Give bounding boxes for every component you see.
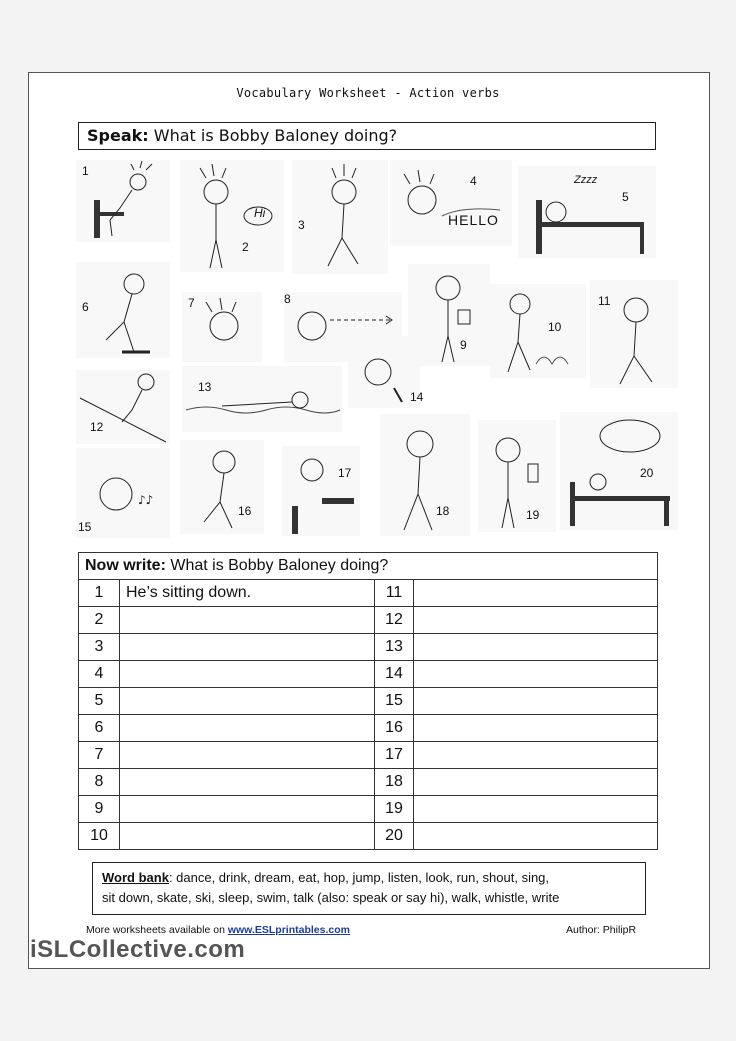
word-bank-label: Word bank bbox=[102, 870, 169, 885]
word-bank-line2: sit down, skate, ski, sleep, swim, talk (also: speak or say hi), walk, whistle, write bbox=[102, 890, 560, 905]
row-number: 16 bbox=[375, 715, 414, 742]
row-number: 11 bbox=[375, 580, 414, 607]
row-number: 19 bbox=[375, 796, 414, 823]
picture-number: 16 bbox=[238, 504, 252, 518]
table-row bbox=[79, 688, 658, 715]
row-number: 17 bbox=[375, 742, 414, 769]
row-number: 3 bbox=[79, 634, 120, 661]
picture-number: 13 bbox=[198, 380, 212, 394]
table-row bbox=[79, 715, 658, 742]
answer-field[interactable] bbox=[120, 769, 375, 796]
answer-field[interactable] bbox=[414, 634, 658, 661]
row-number: 12 bbox=[375, 607, 414, 634]
row-number: 5 bbox=[79, 688, 120, 715]
picture-number: 1 bbox=[82, 164, 89, 178]
picture-13 bbox=[182, 366, 342, 432]
picture-10 bbox=[490, 284, 586, 378]
speech-text: Hi bbox=[254, 206, 266, 220]
table-row bbox=[79, 634, 658, 661]
row-number: 7 bbox=[79, 742, 120, 769]
row-number: 20 bbox=[375, 823, 414, 850]
answer-field[interactable] bbox=[120, 607, 375, 634]
write-label: Now write: bbox=[85, 557, 166, 574]
picture-18 bbox=[380, 414, 470, 536]
picture-number: 3 bbox=[298, 218, 305, 232]
answer-field[interactable] bbox=[120, 688, 375, 715]
speak-label: Speak: bbox=[87, 126, 149, 145]
answer-field[interactable] bbox=[414, 661, 658, 688]
row-number: 4 bbox=[79, 661, 120, 688]
speak-prompt bbox=[78, 122, 656, 150]
footer-link[interactable]: www.ESLprintables.com bbox=[227, 924, 350, 936]
picture-9 bbox=[408, 264, 490, 366]
answer-field[interactable] bbox=[414, 688, 658, 715]
footer-more bbox=[86, 924, 350, 936]
table-row bbox=[79, 661, 658, 688]
answer-table bbox=[78, 552, 658, 850]
worksheet-title: Vocabulary Worksheet - Action verbs bbox=[236, 86, 500, 100]
picture-number: 9 bbox=[460, 338, 467, 352]
answer-field[interactable] bbox=[414, 742, 658, 769]
table-row bbox=[79, 769, 658, 796]
row-number: 10 bbox=[79, 823, 120, 850]
answer-field[interactable] bbox=[414, 769, 658, 796]
speech-text: HELLO bbox=[448, 212, 499, 228]
row-number: 6 bbox=[79, 715, 120, 742]
table-row bbox=[79, 823, 658, 850]
row-number: 1 bbox=[79, 580, 120, 607]
word-bank-line1: : dance, drink, dream, eat, hop, jump, listen, look, run, shout, sing, bbox=[168, 870, 550, 885]
picture-number: 17 bbox=[338, 466, 352, 480]
picture-number: 4 bbox=[470, 174, 477, 188]
answer-field[interactable] bbox=[414, 796, 658, 823]
picture-number: 15 bbox=[78, 520, 92, 534]
row-number: 9 bbox=[79, 796, 120, 823]
picture-17 bbox=[282, 446, 360, 536]
answer-field[interactable] bbox=[120, 661, 375, 688]
row-number: 13 bbox=[375, 634, 414, 661]
write-question: What is Bobby Baloney doing? bbox=[170, 557, 389, 574]
picture-number: 8 bbox=[284, 292, 291, 306]
picture-number: 11 bbox=[598, 294, 611, 308]
svg-text:♪♪: ♪♪ bbox=[138, 493, 154, 507]
answer-field[interactable] bbox=[120, 715, 375, 742]
picture-4 bbox=[390, 160, 512, 246]
write-prompt bbox=[79, 553, 658, 580]
table-row bbox=[79, 742, 658, 769]
picture-number: 7 bbox=[188, 296, 195, 310]
picture-number: 14 bbox=[410, 390, 424, 404]
row-number: 18 bbox=[375, 769, 414, 796]
picture-number: 10 bbox=[548, 320, 562, 334]
answer-field[interactable] bbox=[414, 580, 658, 607]
picture-number: 18 bbox=[436, 504, 450, 518]
picture-3 bbox=[292, 160, 388, 274]
brand-logo: iSLCollective.com bbox=[30, 936, 246, 963]
answer-field[interactable] bbox=[414, 823, 658, 850]
speak-question: What is Bobby Baloney doing? bbox=[153, 126, 398, 145]
author-credit: Author: PhilipR bbox=[566, 924, 637, 936]
row-number: 15 bbox=[375, 688, 414, 715]
word-bank bbox=[92, 862, 646, 915]
picture-number: 19 bbox=[526, 508, 540, 522]
footer-more-text: More worksheets available on bbox=[86, 924, 228, 936]
snore-text: Zzzz bbox=[574, 174, 598, 186]
picture-16 bbox=[180, 440, 264, 534]
table-row bbox=[79, 580, 658, 607]
picture-20 bbox=[560, 412, 678, 530]
picture-number: 6 bbox=[82, 300, 89, 314]
row-number: 8 bbox=[79, 769, 120, 796]
picture-number: 20 bbox=[640, 466, 654, 480]
table-row bbox=[79, 796, 658, 823]
answer-field[interactable] bbox=[414, 607, 658, 634]
picture-number: 2 bbox=[242, 240, 249, 254]
row-number: 14 bbox=[375, 661, 414, 688]
answer-field[interactable] bbox=[120, 634, 375, 661]
picture-1 bbox=[76, 160, 170, 242]
answer-field[interactable] bbox=[120, 742, 375, 769]
answer-field[interactable]: He’s sitting down. bbox=[120, 580, 375, 607]
answer-field[interactable] bbox=[120, 796, 375, 823]
picture-number: 12 bbox=[90, 420, 104, 434]
picture-19 bbox=[478, 420, 556, 532]
row-number: 2 bbox=[79, 607, 120, 634]
picture-2 bbox=[180, 160, 284, 272]
write-header-row bbox=[79, 553, 658, 580]
answer-field[interactable] bbox=[120, 823, 375, 850]
picture-6 bbox=[76, 262, 170, 358]
answer-field[interactable] bbox=[414, 715, 658, 742]
table-row bbox=[79, 607, 658, 634]
picture-number: 5 bbox=[622, 190, 629, 204]
